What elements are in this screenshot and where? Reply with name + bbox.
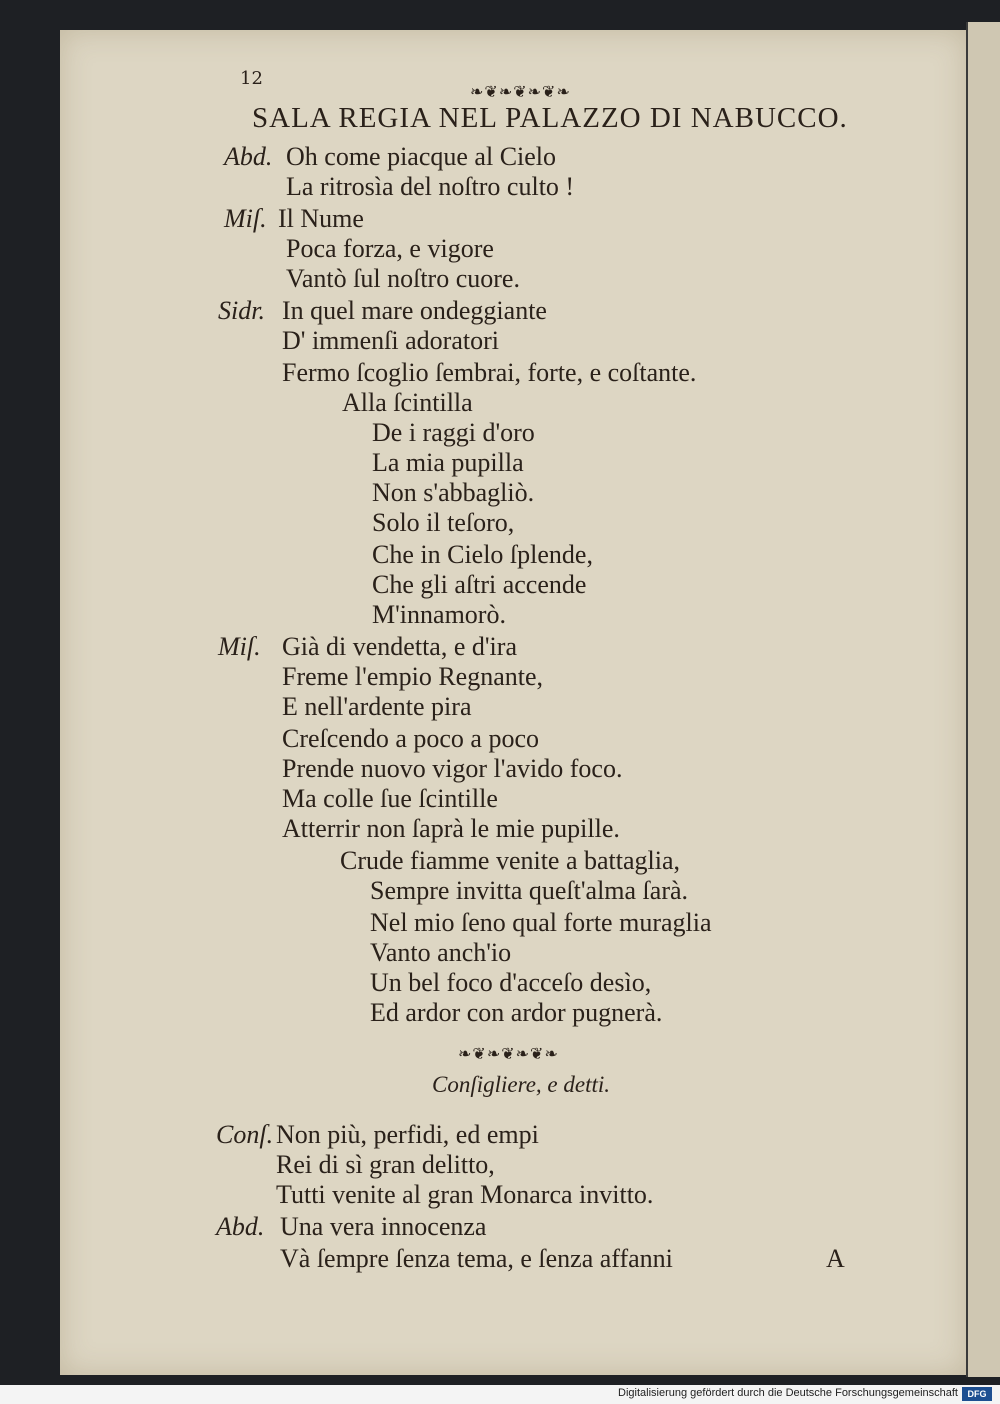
verse-line: Rei di sì gran delitto, — [276, 1150, 495, 1179]
verse-line: Fermo ſcoglio ſembrai, forte, e coſtante. — [282, 358, 697, 387]
verse-line: Freme l'empio Regnante, — [282, 662, 544, 691]
verse-line: Il Nume — [278, 204, 364, 233]
stage-direction: Conſigliere, e detti. — [432, 1072, 611, 1097]
verse-line: Crude fiamme venite a battaglia, — [340, 846, 681, 875]
verse-line: La ritrosìa del noſtro culto ! — [286, 172, 575, 201]
verse-line: Vanto anch'io — [370, 938, 512, 967]
verse-line: Un bel foco d'acceſo desìo, — [370, 968, 652, 997]
verse-line: Una vera innocenza — [280, 1212, 487, 1241]
scene-title: SALA REGIA NEL PALAZZO DI NABUCCO. — [252, 102, 848, 134]
verse-line: Sempre invitta queſt'alma ſarà. — [370, 876, 689, 905]
verse-line: Oh come piacque al Cielo — [286, 142, 557, 171]
verse-line: Prende nuovo vigor l'avido foco. — [282, 754, 623, 783]
speaker-label: Abd. — [216, 1212, 265, 1241]
verse-line: De i raggi d'oro — [372, 418, 535, 447]
verse-line: Che in Cielo ſplende, — [372, 540, 593, 569]
speaker-label: Conſ. — [216, 1120, 274, 1149]
verse-line: Poca forza, e vigore — [286, 234, 494, 263]
book-page — [60, 30, 966, 1375]
dfg-logo: DFG — [962, 1387, 992, 1401]
ornament-top: ❧❦❧❦❧❦❧ — [470, 82, 571, 101]
footer-bar — [0, 1385, 1000, 1404]
verse-line: La mia pupilla — [372, 448, 524, 477]
speaker-label: Miſ. — [224, 204, 267, 233]
verse-line: Ed ardor con ardor pugnerà. — [370, 998, 663, 1027]
verse-line: Creſcendo a poco a poco — [282, 724, 540, 753]
verse-line: Alla ſcintilla — [342, 388, 473, 417]
speaker-label: Miſ. — [218, 632, 261, 661]
verse-line: Solo il teſoro, — [372, 508, 515, 537]
verse-line: Già di vendetta, e d'ira — [282, 632, 517, 661]
verse-line: Vantò ſul noſtro cuore. — [286, 264, 520, 293]
speaker-label: Abd. — [224, 142, 273, 171]
facing-page-edge — [966, 22, 1000, 1377]
verse-line: In quel mare ondeggiante — [282, 296, 547, 325]
verse-line: D' immenſi adoratori — [282, 326, 499, 355]
verse-line: M'innamorò. — [372, 600, 506, 629]
verse-line: Nel mio ſeno qual forte muraglia — [370, 908, 712, 937]
signature-mark: A — [826, 1244, 845, 1273]
verse-line: Non più, perfidi, ed empi — [276, 1120, 539, 1149]
verse-line: Atterrir non ſaprà le mie pupille. — [282, 814, 620, 843]
ornament-divider: ❧❦❧❦❧❦❧ — [458, 1044, 559, 1063]
verse-line: Che gli aſtri accende — [372, 570, 587, 599]
verse-line: E nell'ardente pira — [282, 692, 472, 721]
speaker-label: Sidr. — [218, 296, 265, 325]
footer-credit: Digitalisierung gefördert durch die Deutsche Forschungsgemeinschaft — [618, 1387, 958, 1399]
verse-line: Non s'abbagliò. — [372, 478, 535, 507]
page-number: 12 — [240, 68, 263, 89]
verse-line: Và ſempre ſenza tema, e ſenza affanni — [280, 1244, 673, 1273]
verse-line: Ma colle ſue ſcintille — [282, 784, 498, 813]
verse-line: Tutti venite al gran Monarca invitto. — [276, 1180, 654, 1209]
